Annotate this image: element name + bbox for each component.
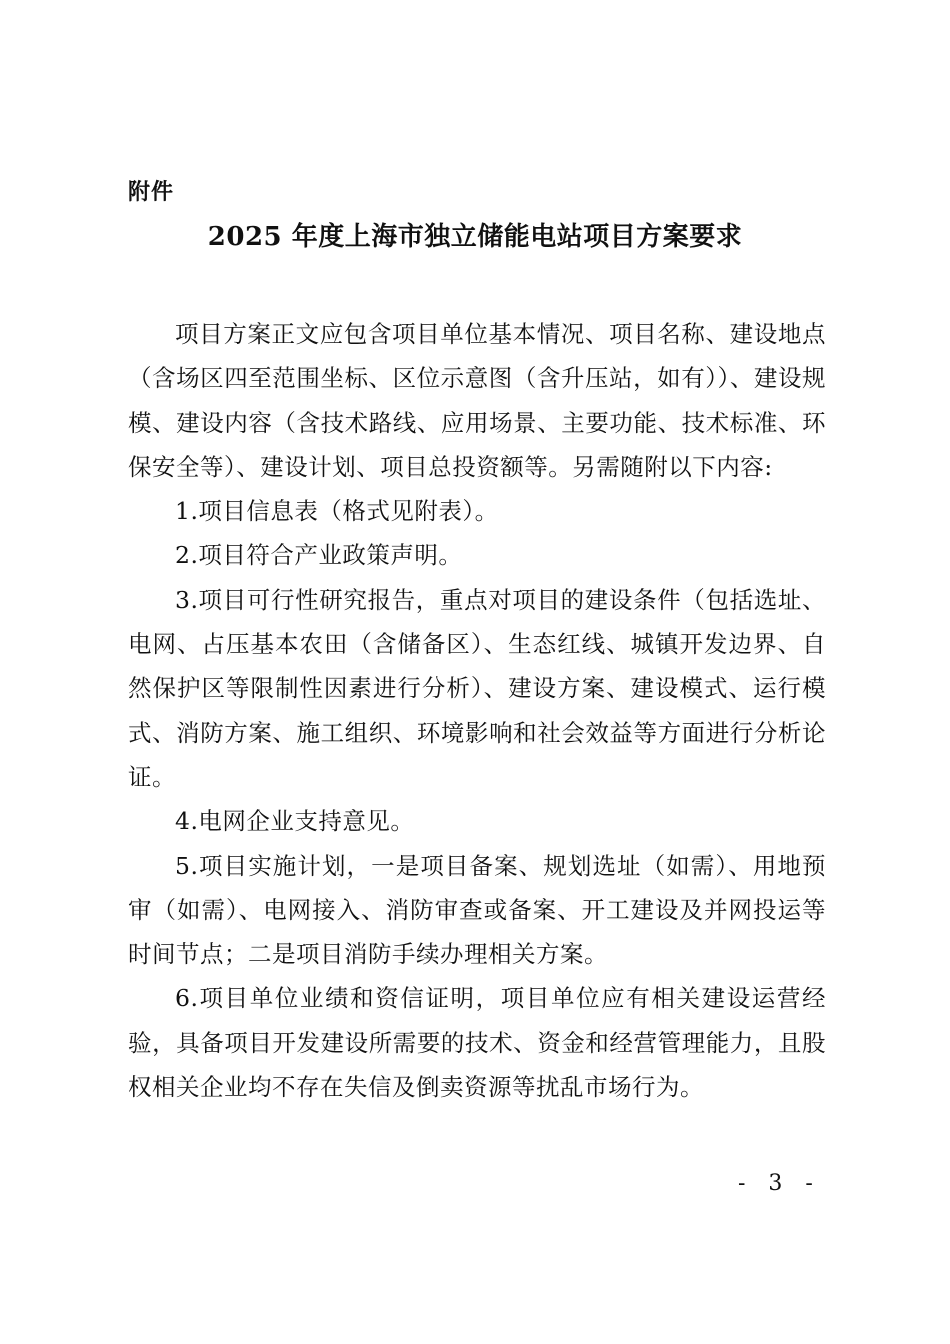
document-title: 2025 年度上海市独立储能电站项目方案要求 [207,222,743,252]
item-2-paragraph: 2.项目符合产业政策声明。 [175,541,463,570]
item-4-paragraph: 4.电网企业支持意见。 [175,807,415,836]
document-body [128,312,826,1109]
item-3-paragraph: 3.项目可行性研究报告，重点对项目的建设条件（包括选址、电网、占压基本农田（含储备区）、生态红线、城镇开发边界、自然保护区等限制性因素进行分析）、建设方案、建设模式、运行模式、消防方案、施工组织、环境影响和社会效益等方面进行分析论证。 [128,585,826,791]
item-6-paragraph: 6.项目单位业绩和资信证明，项目单位应有相关建设运营经验，具备项目开发建设所需要的技术、资金和经营管理能力，且股权相关企业均不存在失信及倒卖资源等扰乱市场行为。 [128,984,826,1102]
item-1-paragraph: 1.项目信息表（格式见附表）。 [175,497,499,526]
intro-paragraph: 项目方案正文应包含项目单位基本情况、项目名称、建设地点（含场区四至范围坐标、区位示意图（含升压站，如有））、建设规模、建设内容（含技术路线、应用场景、主要功能、技术标准、环保安全等）、建设计划、项目总投资额等。另需随附以下内容: [128,320,826,481]
page-number: - 3 - [738,1171,821,1196]
item-5-paragraph: 5.项目实施计划，一是项目备案、规划选址（如需）、用地预审（如需）、电网接入、消防审查或备案、开工建设及并网投运等时间节点；二是项目消防手续办理相关方案。 [128,851,826,969]
attachment-label: 附件 [128,180,175,205]
